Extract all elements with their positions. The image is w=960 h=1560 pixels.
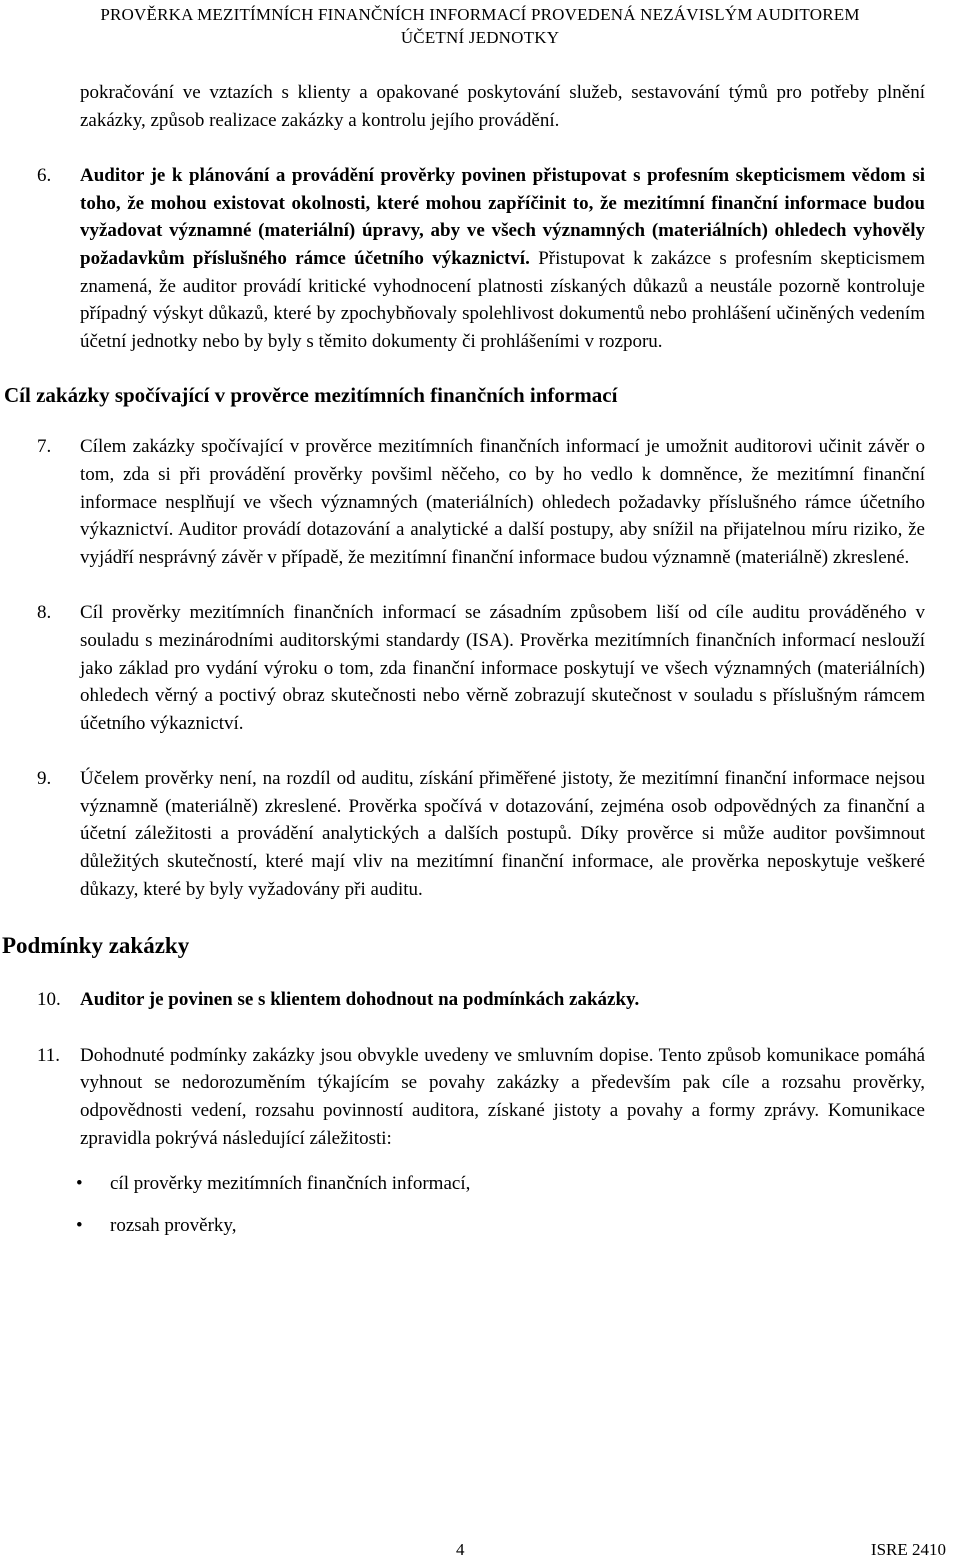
paragraph-10 [0,986,925,1014]
page-header [0,0,960,52]
paragraph-6 [0,162,925,355]
document-id: ISRE 2410 [870,1540,946,1559]
paragraph-7-number: 7. [37,436,52,458]
paragraph-11-text: Dohodnuté podmínky zakázky jsou obvykle uvedeny ve smluvním dopise. Tento způsob komunikace pomáhá vyhnout se nedorozuměním týkajícím se povahy zakázky a především pak cíle a rozsahu prověrky, odpovědnosti vedení, rozsahu povinností auditora, získané jistoty a povahy a formy zprávy. Komunikace zpravidla pokrývá následující záležitosti: [80,1044,925,1149]
paragraph-11-number: 11. [37,1044,61,1066]
paragraph-7-text: Cílem zakázky spočívající v prověrce mezitímních finančních informací je umožnit auditorovi učinit závěr o tom, zda si při provádění prověrky povšiml něčeho, co by ho vedlo k domněnce, že mezitímní finanční informace nesplňují ve všech významných (materiálních) ohledech požadavky příslušného rámce účetního výkaznictví. Auditor provádí dotazování a analytické a další postupy, aby snížil na přijatelnou míru riziko, že vyjádří nesprávný závěr v případě, že mezitímní finanční informace budou významně (materiálně) zkreslené. [80,436,925,568]
paragraph-10-number: 10. [37,989,61,1011]
paragraph-10-text: Auditor je povinen se s klientem dohodnout na podmínkách zakázky. [80,989,640,1011]
paragraph-8-text: Cíl prověrky mezitímních finančních informací se zásadním způsobem liší od cíle auditu prováděného v souladu s mezinárodními auditorskými standardy (ISA). Prověrka mezitímních finančních informací neslouží jako základ pro vydání výroku o tom, zda finanční informace poskytují ve všech významných (materiálních) ohledech věrný a poctivý obraz skutečnosti nebo věrně zobrazují skutečnost v souladu s příslušným rámcem účetního výkaznictví. [80,602,925,734]
heading-engagement-terms: Podmínky zakázky [2,933,190,959]
paragraph-9-number: 9. [37,768,52,790]
list-item [0,1212,960,1239]
paragraph-11 [0,1042,925,1152]
continuation-paragraph [0,79,925,134]
page-number: 4 [456,1540,465,1559]
continuation-text: pokračování ve vztazích s klienty a opakované poskytování služeb, sestavování týmů pro potřeby plnění zakázky, způsob realizace zakázky a kontrolu jejího provádění. [80,82,925,131]
paragraph-9 [0,765,925,903]
bullet-icon: • [76,1215,83,1237]
header-line-1: PROVĚRKA MEZITÍMNÍCH FINANČNÍCH INFORMACÍ PROVEDENÁ NEZÁVISLÝM AUDITOREM [100,5,860,24]
paragraph-7 [0,433,925,571]
paragraph-8-number: 8. [37,602,52,624]
paragraph-6-number: 6. [37,165,52,187]
document-body [0,79,960,1239]
page-footer [0,1540,960,1560]
header-line-2: ÚČETNÍ JEDNOTKY [400,28,560,47]
heading-engagement-goal: Cíl zakázky spočívající v prověrce mezitímních finančních informací [4,383,618,408]
paragraph-6-text: Přistupovat k zakázce s profesním skepticismem znamená, že auditor provádí kritické vyhodnocení platnosti získaných důkazů a neustále pozorně kontroluje případný výskyt důkazů, které by zpochybňovaly spolehlivost dokumentů nebo prohlášení učiněných vedením účetní jednotky nebo by byly s těmito dokumenty či prohlášeními v rozporu. [80,247,925,352]
list-item-text: rozsah prověrky, [110,1215,237,1237]
paragraph-6-bold-text: Auditor je k plánování a provádění prověrky povinen přistupovat s profesním skepticismem vědom si toho, že mohou existovat okolnosti, které mohou zapříčinit to, že mezitímní finanční informace budou vyžadovat významné (materiální) úpravy, aby ve všech významných (materiálních) ohledech vyhověly požadavkům příslušného rámce účetního výkaznictví. [80,165,925,269]
paragraph-9-text: Účelem prověrky není, na rozdíl od auditu, získání přiměřené jistoty, že mezitímní finanční informace nejsou významně (materiálně) zkreslené. Prověrka spočívá v dotazování, zejména osob odpovědných za finanční a účetní záležitosti a provádění analytických a dalších postupů. Díky prověrce si může auditor povšimnout důležitých skutečností, které mají vliv na mezitímní finanční informace, ale prověrka neposkytuje veškeré důkazy, které by byly vyžadovány při auditu. [80,768,925,900]
bullet-icon: • [76,1173,83,1195]
paragraph-8 [0,599,925,737]
list-item [0,1170,960,1197]
list-item-text: cíl prověrky mezitímních finančních informací, [110,1173,471,1195]
